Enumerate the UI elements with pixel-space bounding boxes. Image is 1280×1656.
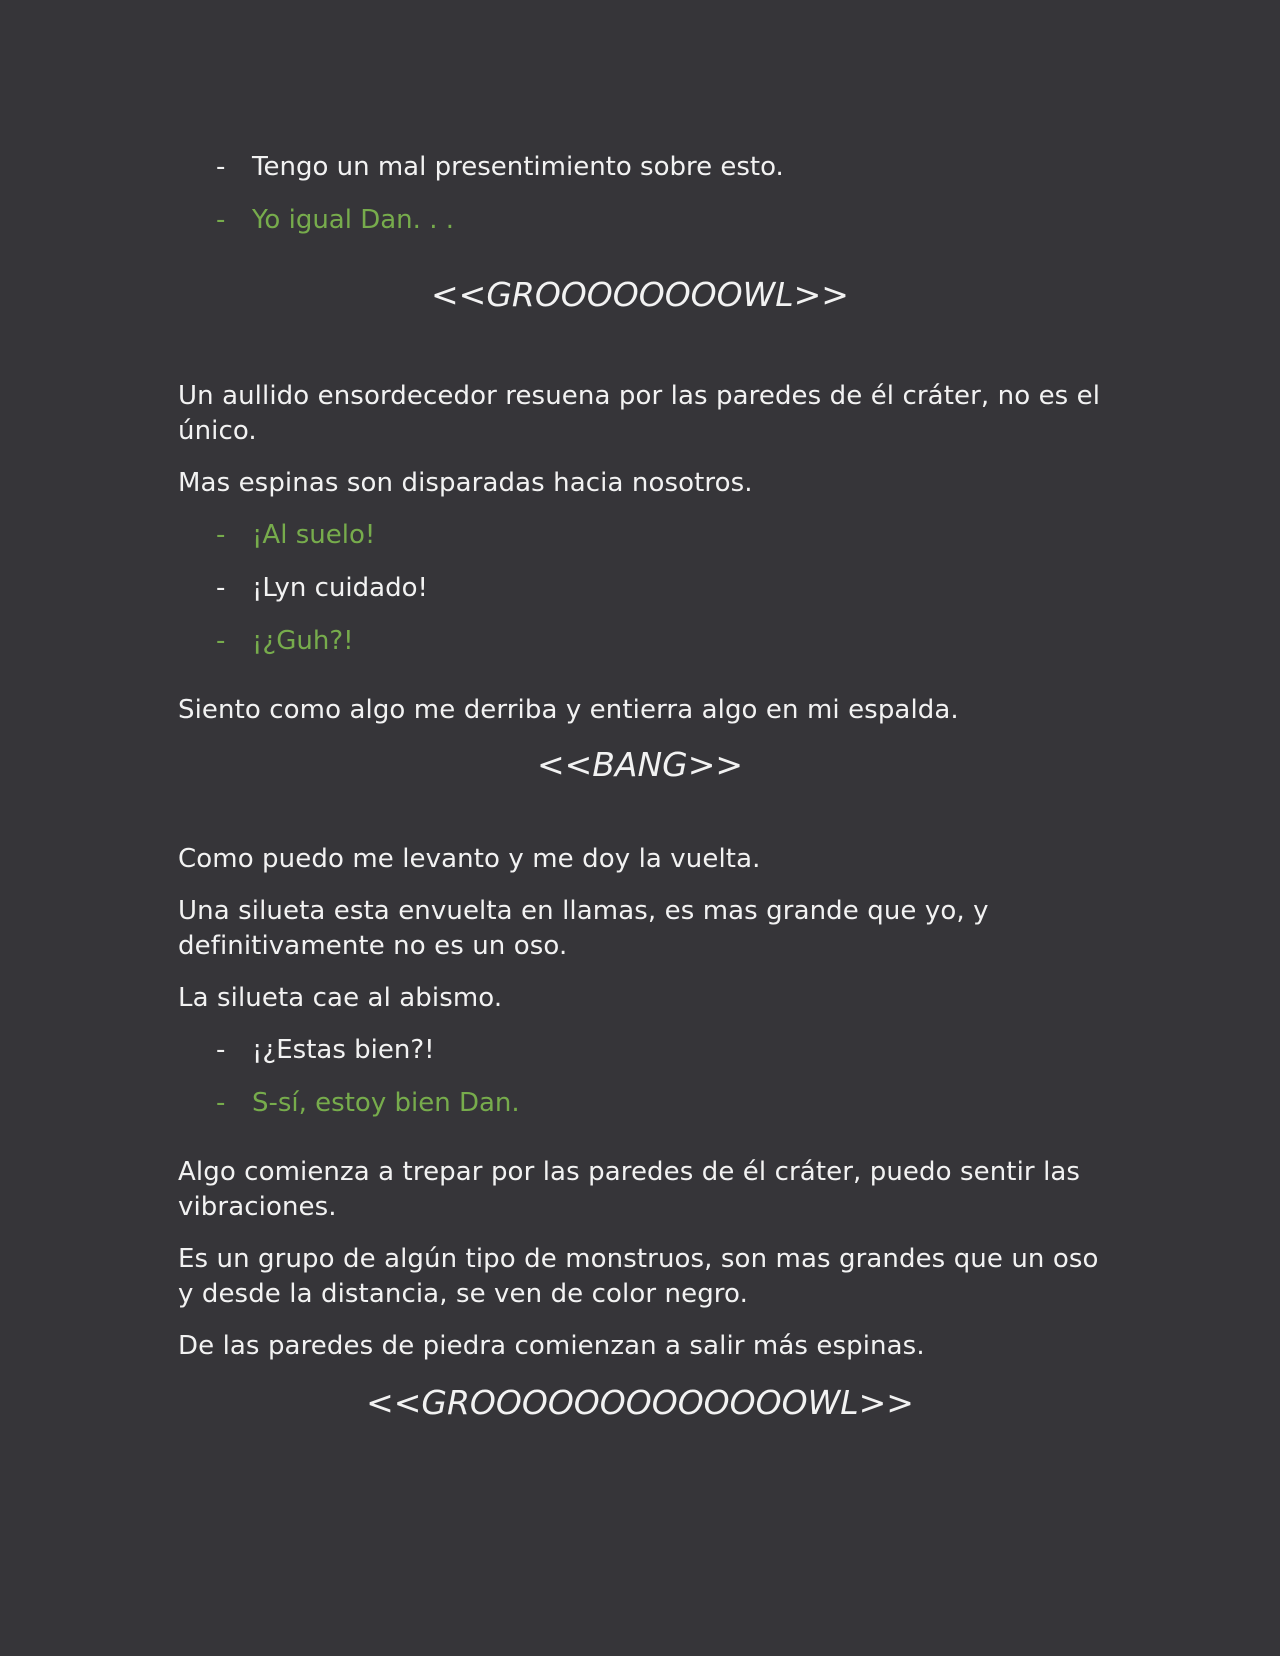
sound-effect: <<GROOOOOOOOOOOOOWL>> bbox=[366, 1383, 914, 1422]
sound-effect: <<GROOOOOOOOWL>> bbox=[431, 275, 849, 314]
dialogue-text: ¡¿Estas bien?! bbox=[252, 1035, 435, 1065]
dialogue-line bbox=[216, 150, 784, 185]
dialogue-text: S-sí, estoy bien Dan. bbox=[252, 1088, 520, 1118]
narration-paragraph: Como puedo me levanto y me doy la vuelta. bbox=[178, 844, 761, 874]
narration-paragraph: Es un grupo de algún tipo de monstruos, son mas grandes que un oso y desde la distancia, se ven de color negro. bbox=[178, 1244, 1099, 1309]
narration-paragraph: Una silueta esta envuelta en llamas, es mas grande que yo, y definitivamente no es un oso. bbox=[178, 896, 989, 961]
dialogue-line bbox=[216, 1086, 520, 1121]
dialogue-dash: - bbox=[216, 1035, 226, 1065]
narration-paragraph: Un aullido ensordecedor resuena por las paredes de él cráter, no es el único. bbox=[178, 381, 1101, 446]
narration-paragraph: La silueta cae al abismo. bbox=[178, 983, 503, 1013]
dialogue-dash: - bbox=[216, 520, 226, 550]
dialogue-line bbox=[216, 624, 354, 659]
dialogue-dash: - bbox=[216, 573, 226, 603]
narration-paragraph: Algo comienza a trepar por las paredes de él cráter, puedo sentir las vibraciones. bbox=[178, 1157, 1081, 1222]
narration-paragraph: Mas espinas son disparadas hacia nosotros. bbox=[178, 468, 753, 498]
dialogue-text: ¡Al suelo! bbox=[252, 520, 376, 550]
dialogue-line bbox=[216, 1033, 435, 1068]
dialogue-dash: - bbox=[216, 1088, 226, 1118]
narration-paragraph: De las paredes de piedra comienzan a salir más espinas. bbox=[178, 1331, 925, 1361]
dialogue-dash: - bbox=[216, 205, 226, 235]
dialogue-text: ¡¿Guh?! bbox=[252, 626, 354, 656]
dialogue-line bbox=[216, 203, 454, 238]
narration-paragraph: Siento como algo me derriba y entierra algo en mi espalda. bbox=[178, 695, 959, 725]
dialogue-line bbox=[216, 518, 375, 553]
dialogue-dash: - bbox=[216, 152, 226, 182]
sound-effect: <<BANG>> bbox=[536, 745, 744, 784]
dialogue-line bbox=[216, 571, 428, 606]
dialogue-dash: - bbox=[216, 626, 226, 656]
dialogue-text: Tengo un mal presentimiento sobre esto. bbox=[252, 152, 784, 182]
dialogue-text: Yo igual Dan. . . bbox=[252, 205, 454, 235]
dialogue-text: ¡Lyn cuidado! bbox=[252, 573, 428, 603]
